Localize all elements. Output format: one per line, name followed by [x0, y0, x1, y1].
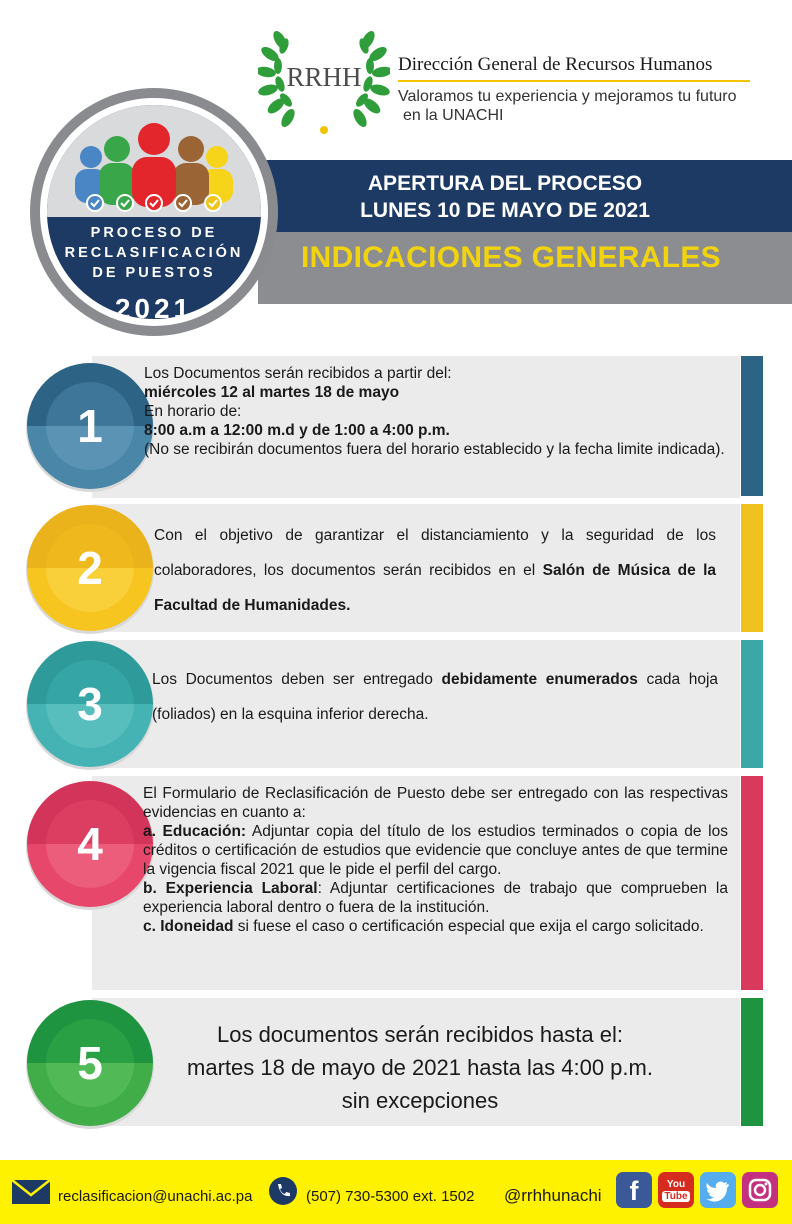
contact-email[interactable]: reclasificacion@unachi.ac.pa [58, 1188, 253, 1205]
envelope-icon [10, 1176, 52, 1208]
logo-text: RRHH [286, 62, 362, 92]
step-number-circle [27, 641, 153, 767]
step-1-line-3: En horario de: [144, 403, 242, 420]
instagram-icon[interactable] [742, 1172, 778, 1208]
people-checkmarks-icon [69, 119, 239, 217]
step-1-hours: 8:00 a.m a 12:00 m.d y de 1:00 a 4:00 p.m. [144, 422, 450, 439]
tagline-line-1: Valoramos tu experiencia y mejoramos tu futuro [398, 88, 737, 105]
laurel-wreath-icon [258, 28, 390, 138]
opening-line-1: APERTURA DEL PROCESO [367, 172, 643, 195]
step-number: 1 [77, 400, 103, 452]
step-number-circle [27, 363, 153, 489]
step-number: 4 [77, 818, 103, 870]
footer-bar [0, 1160, 792, 1224]
opening-line-2: LUNES 10 DE MAYO DE 2021 [360, 199, 650, 222]
step-text [152, 662, 718, 732]
step-2-text-c: . [346, 597, 351, 614]
process-badge [47, 105, 261, 319]
step-text [150, 1018, 690, 1117]
step-1-dates: miércoles 12 al martes 18 de mayo [144, 384, 400, 401]
step-number-circle [27, 505, 153, 631]
rrhh-logo [258, 28, 390, 138]
phone-icon [268, 1176, 298, 1206]
step-5-line-3: sin excepciones [341, 1088, 499, 1113]
badge-title [47, 223, 261, 283]
badge-year: 2021 [114, 293, 194, 319]
step-4-b-label: b. Experiencia Laboral [143, 880, 318, 897]
step-5-line-1: Los documentos serán recibidos hasta el: [216, 1022, 623, 1047]
step-4-b-text: : Adjuntar certificaciones de trabajo que comprueben la experiencia laboral dentro o fuera de la institución. [143, 880, 728, 916]
youtube-label-top: You [666, 1179, 686, 1190]
step-5-deadline: martes 18 de mayo de 2021 hasta las 4:00 p.m. [187, 1055, 653, 1080]
opening-text [290, 170, 720, 224]
step-stripe [741, 998, 763, 1126]
step-1-line-1: Los Documentos serán recibidos a partir del: [144, 365, 452, 382]
step-4-c-label: c. Idoneidad [143, 918, 234, 935]
organization-name: Dirección General de Recursos Humanos [398, 54, 713, 75]
instagram-camera-icon [742, 1172, 778, 1208]
social-handle[interactable]: @rrhhunachi [504, 1186, 602, 1205]
step-3-text-c: cada hoja (foliados) en la esquina inferior derecha. [152, 671, 719, 723]
badge-line-2: RECLASIFICACIÓN [64, 245, 244, 261]
step-3-text-a: Los Documentos deben ser entregado [152, 671, 442, 688]
contact-phone[interactable]: (507) 730-5300 ext. 1502 [306, 1188, 475, 1205]
youtube-icon[interactable] [658, 1172, 694, 1208]
step-5 [0, 998, 792, 1126]
youtube-label-bottom: Tube [662, 1191, 690, 1202]
badge-line-3: DE PUESTOS [92, 265, 216, 281]
badge-line-1: PROCESO DE [90, 225, 218, 241]
step-number-circle [27, 781, 153, 907]
step-text [154, 518, 716, 623]
badge-illustration-area [47, 105, 261, 217]
step-text [144, 364, 730, 459]
step-2-location: Salón de Música de la Facultad de Humanidades [154, 562, 717, 614]
step-stripe [741, 776, 763, 990]
step-4-a-label: a. Educación: [143, 823, 247, 840]
step-3 [0, 640, 792, 768]
step-3-emphasis: debidamente enumerados [441, 671, 638, 688]
step-4 [0, 776, 792, 990]
step-2-text-a: Con el objetivo de garantizar el distanciamiento y la seguridad de los colaboradores, los documentos serán recibidos en el [154, 527, 716, 579]
twitter-bird-icon [700, 1172, 736, 1208]
step-1-note: (No se recibirán documentos fuera del horario establecido y la fecha limite indicada). [144, 441, 725, 458]
tagline-line-2: en la UNACHI [403, 107, 504, 124]
facebook-icon[interactable]: f [616, 1172, 652, 1208]
step-4-c-text: si fuese el caso o certificación especial que exija el cargo solicitado. [233, 918, 704, 935]
step-number: 3 [77, 678, 103, 730]
step-2 [0, 504, 792, 632]
step-stripe [741, 504, 763, 632]
step-stripe [741, 356, 763, 496]
step-number: 2 [77, 542, 103, 594]
step-4-intro: El Formulario de Reclasificación de Puesto debe ser entregado con las respectivas evidencias en cuanto a: [143, 785, 728, 821]
twitter-icon[interactable] [700, 1172, 736, 1208]
step-number: 5 [77, 1037, 103, 1089]
section-title: INDICACIONES GENERALES [301, 241, 721, 274]
step-text [143, 784, 728, 936]
tagline [398, 87, 758, 125]
step-number-circle [27, 1000, 153, 1126]
step-stripe [741, 640, 763, 768]
step-4-a-text: Adjuntar copia del título de los estudios terminados o copia de los créditos o certificación de estudios que evidencie que concluye antes de que termine la vigencia fiscal 2021 que le pide el perfil del cargo. [143, 823, 728, 878]
header-divider [398, 80, 750, 82]
step-1 [0, 356, 792, 498]
